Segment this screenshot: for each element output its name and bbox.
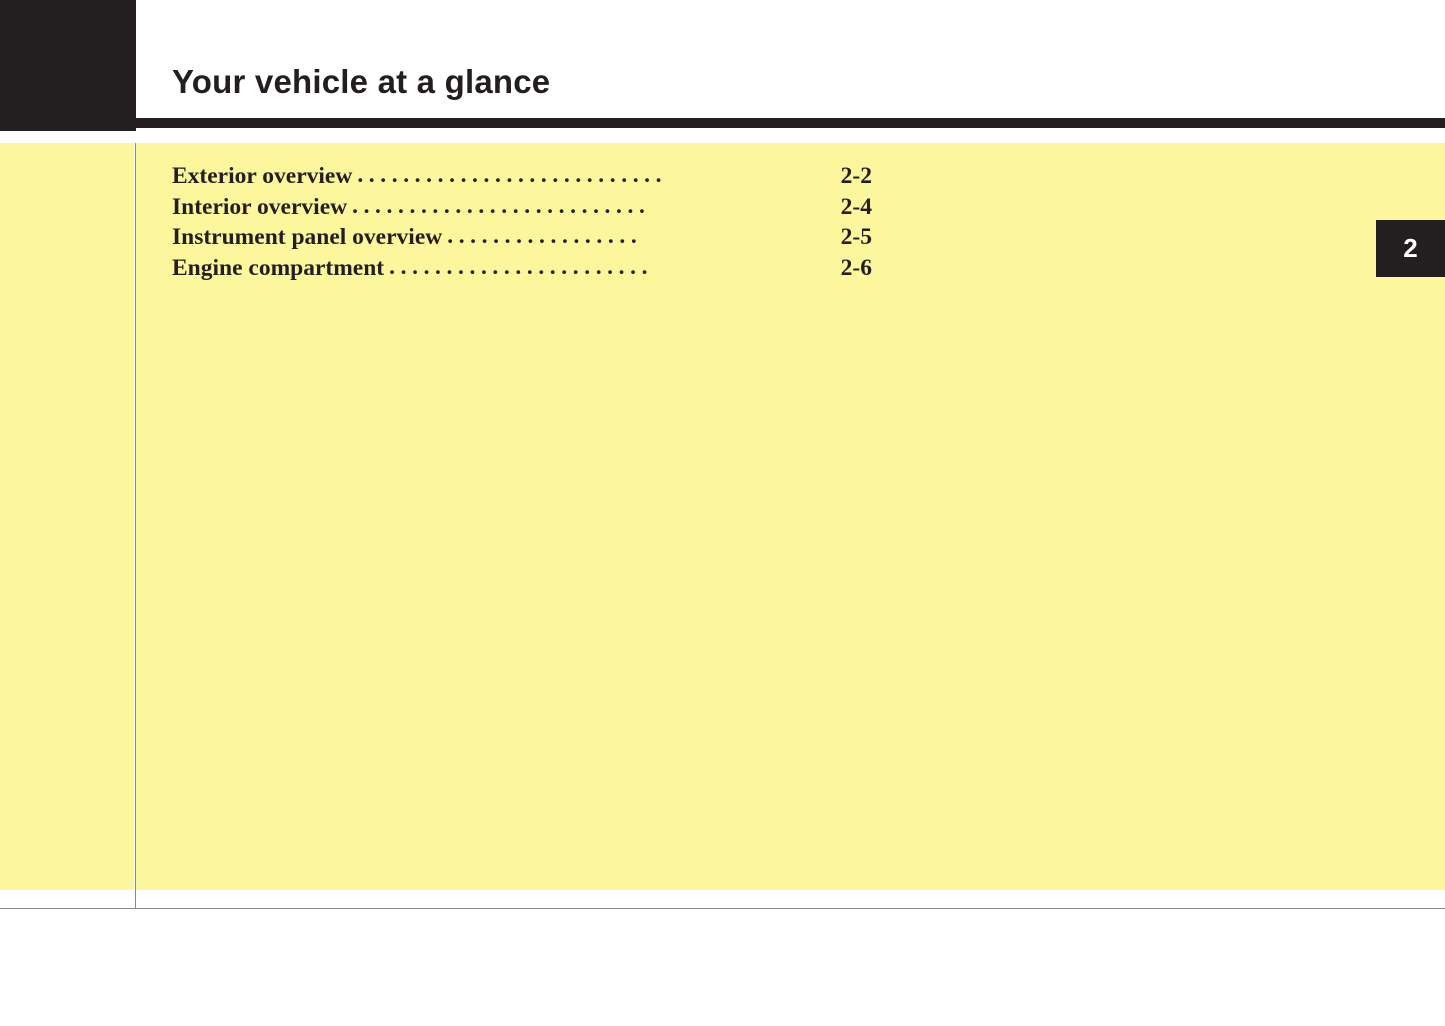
- list-item[interactable]: [172, 222, 872, 253]
- toc-leader-dots: ...........................: [357, 162, 668, 188]
- vertical-divider: [135, 143, 136, 909]
- toc-leader-dots: ..........................: [352, 192, 651, 219]
- page-title: Your vehicle at a glance: [172, 63, 551, 100]
- header-corner-block: [0, 0, 136, 131]
- bottom-divider-rule: [0, 908, 1445, 909]
- title-area: [136, 0, 1445, 118]
- chapter-tab[interactable]: 2: [1376, 220, 1445, 277]
- toc-entry-page: 2-6: [840, 254, 872, 281]
- toc-entry-label: Exterior overview: [172, 163, 353, 189]
- toc-entry-label: Instrument panel overview: [172, 224, 443, 251]
- toc-entry-label: Interior overview: [172, 193, 348, 220]
- toc-leader-dots: .................: [447, 223, 643, 250]
- toc-entry-page: 2-5: [840, 224, 872, 251]
- toc-entry-label: Engine compartment: [172, 254, 385, 281]
- title-divider-rule: [136, 118, 1445, 128]
- list-item[interactable]: [172, 253, 872, 284]
- toc-leader-dots: .......................: [389, 253, 654, 280]
- toc-entry-page: 2-2: [840, 163, 872, 189]
- table-of-contents: [172, 161, 872, 283]
- content-panel: [136, 143, 1445, 890]
- list-item[interactable]: [172, 161, 872, 192]
- list-item[interactable]: [172, 192, 872, 223]
- left-margin-strip: [0, 143, 134, 890]
- toc-entry-page: 2-4: [840, 193, 872, 220]
